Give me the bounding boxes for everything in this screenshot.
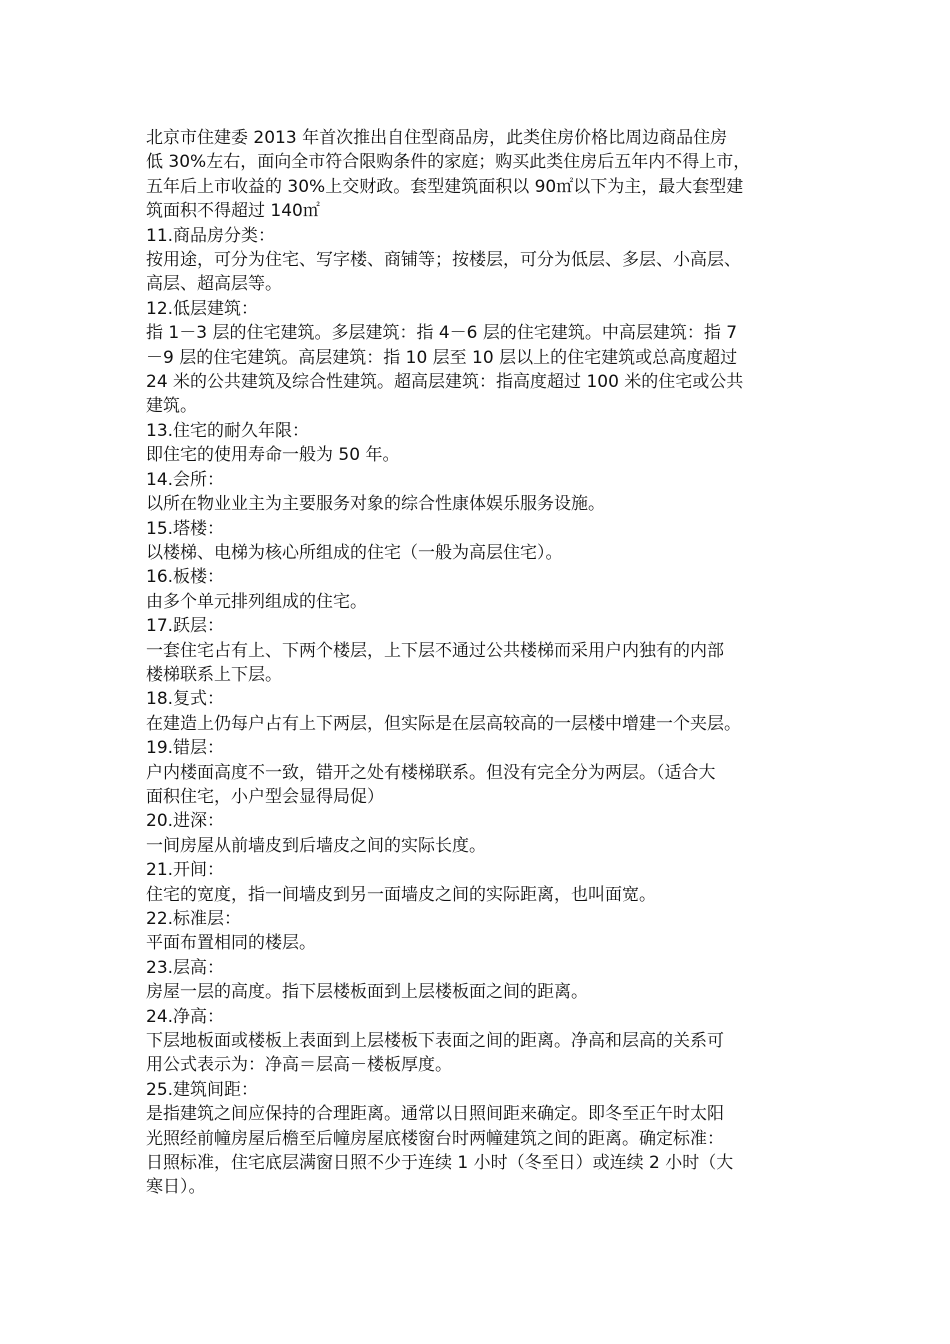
section-heading: 13.住宅的耐久年限：	[146, 420, 310, 441]
section-heading: 20.进深：	[146, 811, 225, 832]
section-heading: 14.会所：	[146, 469, 225, 490]
section-19	[146, 736, 810, 809]
section-heading: 12.低层建筑：	[146, 298, 259, 319]
intro-line: 低 30%左右，面向全市符合限购条件的家庭；购买此类住房后五年内不得上市，	[146, 152, 751, 173]
document-page	[146, 126, 810, 1200]
intro-paragraph	[146, 126, 810, 224]
section-heading: 11.商品房分类：	[146, 225, 276, 246]
section-heading: 19.错层：	[146, 738, 225, 759]
section-line: 楼梯联系上下层。	[146, 664, 282, 685]
section-line: －9 层的住宅建筑。高层建筑：指 10 层至 10 层以上的住宅建筑或总高度超过	[146, 347, 738, 368]
intro-line: 筑面积不得超过 140㎡	[146, 201, 320, 222]
section-23	[146, 956, 810, 1005]
section-heading: 17.跃层：	[146, 616, 225, 637]
section-heading: 22.标准层：	[146, 909, 242, 929]
section-line: 住宅的宽度，指一间墙皮到另一面墙皮之间的实际距离，也叫面宽。	[146, 884, 656, 905]
section-heading: 18.复式：	[146, 689, 225, 710]
section-line: 是指建筑之间应保持的合理距离。通常以日照间距来确定。即冬至正午时太阳	[146, 1104, 724, 1125]
section-11	[146, 224, 810, 297]
section-line: 用公式表示为：净高＝层高－楼板厚度。	[146, 1055, 452, 1076]
section-line: 一套住宅占有上、下两个楼层，上下层不通过公共楼梯而采用户内独有的内部	[146, 640, 724, 661]
section-heading: 24.净高：	[146, 1006, 225, 1027]
section-25	[146, 1078, 810, 1200]
section-line: 高层、超高层等。	[146, 274, 282, 295]
section-line: 建筑。	[146, 396, 197, 417]
section-14	[146, 468, 810, 517]
section-heading: 16.板楼：	[146, 567, 225, 588]
section-24	[146, 1005, 810, 1078]
intro-line: 北京市住建委 2013 年首次推出自住型商品房，此类住房价格比周边商品住房	[146, 128, 728, 148]
section-line: 一间房屋从前墙皮到后墙皮之间的实际长度。	[146, 835, 486, 856]
section-line: 户内楼面高度不一致，错开之处有楼梯联系。但没有完全分为两层。（适合大	[146, 762, 716, 783]
section-line: 在建造上仍每户占有上下两层，但实际是在层高较高的一层楼中增建一个夹层。	[146, 713, 741, 734]
section-21	[146, 858, 810, 907]
section-line: 平面布置相同的楼层。	[146, 933, 316, 954]
section-15	[146, 517, 810, 566]
section-line: 以楼梯、电梯为核心所组成的住宅（一般为高层住宅）。	[146, 542, 563, 563]
section-line: 由多个单元排列组成的住宅。	[146, 591, 367, 612]
section-line: 光照经前幢房屋后檐至后幢房屋底楼窗台时两幢建筑之间的距离。确定标准：	[146, 1128, 724, 1149]
section-line: 日照标准，住宅底层满窗日照不少于连续 1 小时（冬至日）或连续 2 小时（大	[146, 1153, 734, 1174]
section-heading: 15.塔楼：	[146, 518, 225, 539]
section-line: 下层地板面或楼板上表面到上层楼板下表面之间的距离。净高和层高的关系可	[146, 1031, 724, 1052]
section-line: 以所在物业业主为主要服务对象的综合性康体娱乐服务设施。	[146, 494, 605, 515]
section-heading: 21.开间：	[146, 860, 225, 881]
section-12	[146, 297, 810, 419]
intro-line: 五年后上市收益的 30%上交财政。套型建筑面积以 90㎡以下为主，最大套型建	[146, 176, 744, 197]
section-17	[146, 614, 810, 687]
section-line: 寒日）。	[146, 1177, 206, 1198]
section-heading: 25.建筑间距：	[146, 1079, 259, 1100]
section-line: 房屋一层的高度。指下层楼板面到上层楼板面之间的距离。	[146, 982, 588, 1003]
section-20	[146, 809, 810, 858]
section-heading: 23.层高：	[146, 957, 225, 978]
section-line: 按用途，可分为住宅、写字楼、商铺等；按楼层，可分为低层、多层、小高层、	[146, 250, 741, 271]
section-line: 指 1－3 层的住宅建筑。多层建筑：指 4－6 层的住宅建筑。中高层建筑：指 7	[146, 323, 738, 344]
section-line: 即住宅的使用寿命一般为 50 年。	[146, 445, 400, 466]
section-18	[146, 687, 810, 736]
section-22	[146, 907, 810, 956]
section-line: 面积住宅，小户型会显得局促）	[146, 786, 384, 807]
section-16	[146, 565, 810, 614]
section-13	[146, 419, 810, 468]
section-line: 24 米的公共建筑及综合性建筑。超高层建筑：指高度超过 100 米的住宅或公共	[146, 372, 744, 393]
